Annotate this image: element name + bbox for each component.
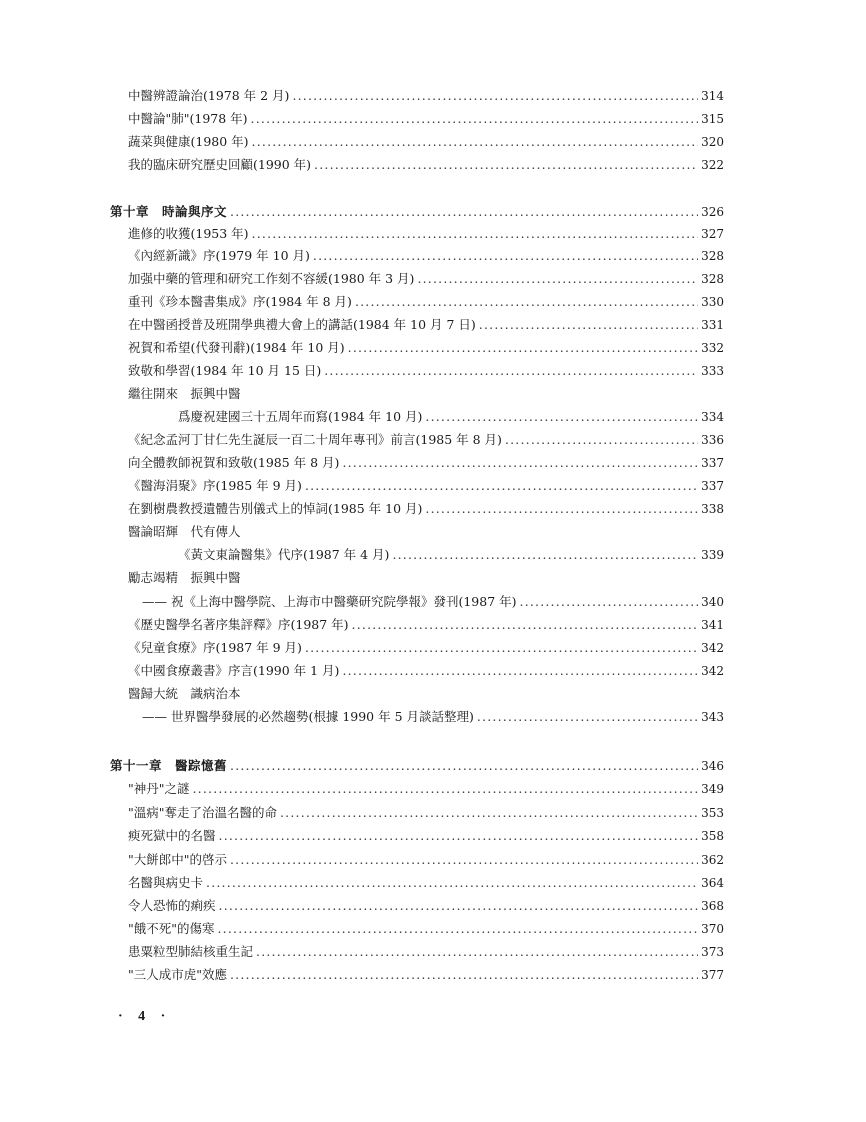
dot-leader bbox=[425, 499, 698, 519]
chapter-page: 346 bbox=[701, 759, 724, 773]
chapter-heading bbox=[110, 202, 724, 222]
entry-title: 加强中藥的管理和研究工作刻不容緩(1980 年 3 月) bbox=[128, 271, 415, 286]
dot-leader bbox=[324, 361, 698, 381]
toc-entry bbox=[178, 545, 724, 565]
entry-title: 進修的收獲(1953 年) bbox=[128, 226, 249, 241]
toc-entry bbox=[128, 499, 724, 519]
dot-leader bbox=[477, 707, 698, 727]
entry-page: 332 bbox=[701, 341, 724, 355]
dot-leader bbox=[355, 292, 698, 312]
entry-page: 362 bbox=[701, 853, 724, 867]
entry-title: 患粟粒型肺結核重生記 bbox=[128, 944, 254, 959]
dot-leader bbox=[292, 86, 698, 106]
dot-leader bbox=[256, 942, 698, 962]
toc-entry bbox=[128, 338, 724, 358]
dot-leader bbox=[252, 132, 699, 152]
toc-entry bbox=[128, 246, 724, 266]
dot-leader bbox=[230, 965, 698, 985]
entry-page: 340 bbox=[701, 595, 724, 609]
entry-page: 315 bbox=[701, 112, 724, 126]
entry-page: 364 bbox=[701, 876, 724, 890]
toc-entry bbox=[128, 965, 724, 985]
entry-page: 327 bbox=[701, 227, 724, 241]
entry-page: 341 bbox=[701, 618, 724, 632]
dot-leader bbox=[230, 756, 698, 776]
chapter-page: 326 bbox=[701, 205, 724, 219]
entry-page: 328 bbox=[701, 249, 724, 263]
entry-title: 醫歸大統 識病治本 bbox=[128, 686, 241, 701]
dot-leader bbox=[417, 269, 698, 289]
toc-entry bbox=[128, 919, 724, 939]
entry-title: 《內經新識》序(1979 年 10 月) bbox=[128, 248, 310, 263]
toc-entry bbox=[128, 315, 724, 335]
dot-leader bbox=[348, 338, 698, 358]
dot-leader bbox=[505, 430, 698, 450]
entry-title: 向全體教師祝賀和致敬(1985 年 8 月) bbox=[128, 455, 340, 470]
entry-title: 祝賀和希望(代發刊辭)(1984 年 10 月) bbox=[128, 340, 345, 355]
entry-title: 重刊《珍本醫書集成》序(1984 年 8 月) bbox=[128, 294, 352, 309]
chapter-heading bbox=[110, 756, 724, 776]
entry-page: 314 bbox=[701, 89, 724, 103]
entry-page: 342 bbox=[701, 641, 724, 655]
dot-leader bbox=[206, 873, 698, 893]
entry-title: "神丹"之謎 bbox=[128, 781, 190, 796]
entry-title: 勵志竭精 振興中醫 bbox=[128, 570, 241, 585]
entry-page: 373 bbox=[701, 945, 724, 959]
dot-leader bbox=[342, 661, 698, 681]
toc-entry bbox=[128, 826, 724, 846]
dot-leader bbox=[305, 476, 698, 496]
dot-leader bbox=[352, 615, 699, 635]
dot-leader bbox=[218, 919, 699, 939]
toc-entry bbox=[128, 155, 724, 175]
entry-title: 《歷史醫學名著序集評釋》序(1987 年) bbox=[128, 617, 349, 632]
entry-title: "三人成市虎"效應 bbox=[128, 967, 227, 982]
entry-page: 368 bbox=[701, 899, 724, 913]
entry-title: 《醫海涓聚》序(1985 年 9 月) bbox=[128, 478, 302, 493]
entry-title: 《兒童食療》序(1987 年 9 月) bbox=[128, 640, 302, 655]
entry-page: 334 bbox=[701, 410, 724, 424]
toc-entry bbox=[128, 661, 724, 681]
toc-entry bbox=[128, 224, 724, 244]
entry-title: 《紀念孟河丁甘仁先生誕辰一百二十周年專刊》前言(1985 年 8 月) bbox=[128, 432, 502, 447]
entry-title: 中醫論"肺"(1978 年) bbox=[128, 111, 248, 126]
toc-entry bbox=[128, 638, 724, 658]
toc-entry bbox=[128, 803, 724, 823]
entry-title: 名醫與病史卡 bbox=[128, 875, 204, 890]
entry-page: 353 bbox=[701, 806, 724, 820]
dot-leader bbox=[252, 224, 699, 244]
entry-page: 377 bbox=[701, 968, 724, 982]
entry-page: 338 bbox=[701, 502, 724, 516]
entry-title: "溫病"奪走了治溫名醫的命 bbox=[128, 805, 277, 820]
entry-page: 337 bbox=[701, 479, 724, 493]
toc-entry bbox=[142, 592, 724, 612]
toc-entry bbox=[128, 453, 724, 473]
dot-leader bbox=[425, 407, 698, 427]
entry-page: 370 bbox=[701, 922, 724, 936]
entry-page: 349 bbox=[701, 782, 724, 796]
toc-entry bbox=[128, 132, 724, 152]
dot-leader bbox=[520, 592, 699, 612]
dot-leader bbox=[280, 803, 698, 823]
toc-entry-heading bbox=[128, 384, 724, 404]
entry-page: 339 bbox=[701, 548, 724, 562]
entry-page: 322 bbox=[701, 158, 724, 172]
toc-entry bbox=[128, 779, 724, 799]
dot-leader bbox=[251, 109, 699, 129]
toc-entry bbox=[128, 361, 724, 381]
entry-page: 358 bbox=[701, 829, 724, 843]
toc-entry bbox=[128, 896, 724, 916]
toc-entry bbox=[128, 430, 724, 450]
toc-entry bbox=[178, 407, 724, 427]
entry-page: 330 bbox=[701, 295, 724, 309]
toc-entry bbox=[142, 707, 724, 727]
entry-page: 333 bbox=[701, 364, 724, 378]
toc-entry-heading bbox=[128, 684, 724, 704]
chapter-title: 第十一章 醫踪憶舊 bbox=[110, 758, 228, 773]
entry-title: 瘐死獄中的名醫 bbox=[128, 828, 216, 843]
entry-title: 在劉樹農教授遺體告別儀式上的悼詞(1985 年 10 月) bbox=[128, 501, 423, 516]
entry-title: 致敬和學習(1984 年 10 月 15 日) bbox=[128, 363, 322, 378]
dot-leader bbox=[193, 779, 699, 799]
dot-leader bbox=[230, 850, 698, 870]
chapter-title: 第十章 時論與序文 bbox=[110, 204, 228, 219]
toc-entry bbox=[128, 873, 724, 893]
entry-title: 蔬菜與健康(1980 年) bbox=[128, 134, 249, 149]
toc-entry-heading bbox=[128, 522, 724, 542]
entry-title: "餓不死"的傷寒 bbox=[128, 921, 215, 936]
entry-page: 343 bbox=[701, 710, 724, 724]
entry-page: 342 bbox=[701, 664, 724, 678]
dot-leader bbox=[230, 202, 698, 222]
dot-leader bbox=[479, 315, 698, 335]
toc-entry bbox=[128, 269, 724, 289]
toc-entry-heading bbox=[128, 568, 724, 588]
toc-entry bbox=[128, 942, 724, 962]
entry-title: 令人恐怖的痢疾 bbox=[128, 898, 216, 913]
entry-title: 在中醫函授普及班開學典禮大會上的講話(1984 年 10 月 7 日) bbox=[128, 317, 476, 332]
toc-entry bbox=[128, 86, 724, 106]
dot-leader bbox=[392, 545, 698, 565]
entry-title: 繼往開來 振興中醫 bbox=[128, 386, 241, 401]
entry-title: 《中國食療叢書》序言(1990 年 1 月) bbox=[128, 663, 340, 678]
entry-title: 我的臨床研究歷史回顧(1990 年) bbox=[128, 157, 312, 172]
dot-leader bbox=[305, 638, 698, 658]
dot-leader bbox=[219, 826, 699, 846]
entry-page: 331 bbox=[701, 318, 724, 332]
entry-title: "大餅郎中"的啓示 bbox=[128, 852, 227, 867]
entry-title: 中醫辨證論治(1978 年 2 月) bbox=[128, 88, 290, 103]
entry-page: 320 bbox=[701, 135, 724, 149]
entry-page: 337 bbox=[701, 456, 724, 470]
page-number: · 4 · bbox=[118, 1009, 172, 1024]
entry-title: 《黃文東論醫集》代序(1987 年 4 月) bbox=[178, 547, 390, 562]
entry-title: 醫論昭輝 代有傳人 bbox=[128, 524, 241, 539]
toc-entry bbox=[128, 109, 724, 129]
entry-page: 336 bbox=[701, 433, 724, 447]
dot-leader bbox=[314, 155, 698, 175]
entry-title: —— 世界醫學發展的必然趨勢(根據 1990 年 5 月談話整理) bbox=[142, 709, 474, 724]
toc-entry bbox=[128, 615, 724, 635]
toc-entry bbox=[128, 476, 724, 496]
toc-entry bbox=[128, 850, 724, 870]
entry-title: 爲慶祝建國三十五周年而寫(1984 年 10 月) bbox=[178, 409, 423, 424]
entry-page: 328 bbox=[701, 272, 724, 286]
dot-leader bbox=[219, 896, 699, 916]
toc-entry bbox=[128, 292, 724, 312]
dot-leader bbox=[313, 246, 698, 266]
entry-title: —— 祝《上海中醫學院、上海市中醫藥研究院學報》發刊(1987 年) bbox=[142, 594, 517, 609]
dot-leader bbox=[342, 453, 698, 473]
